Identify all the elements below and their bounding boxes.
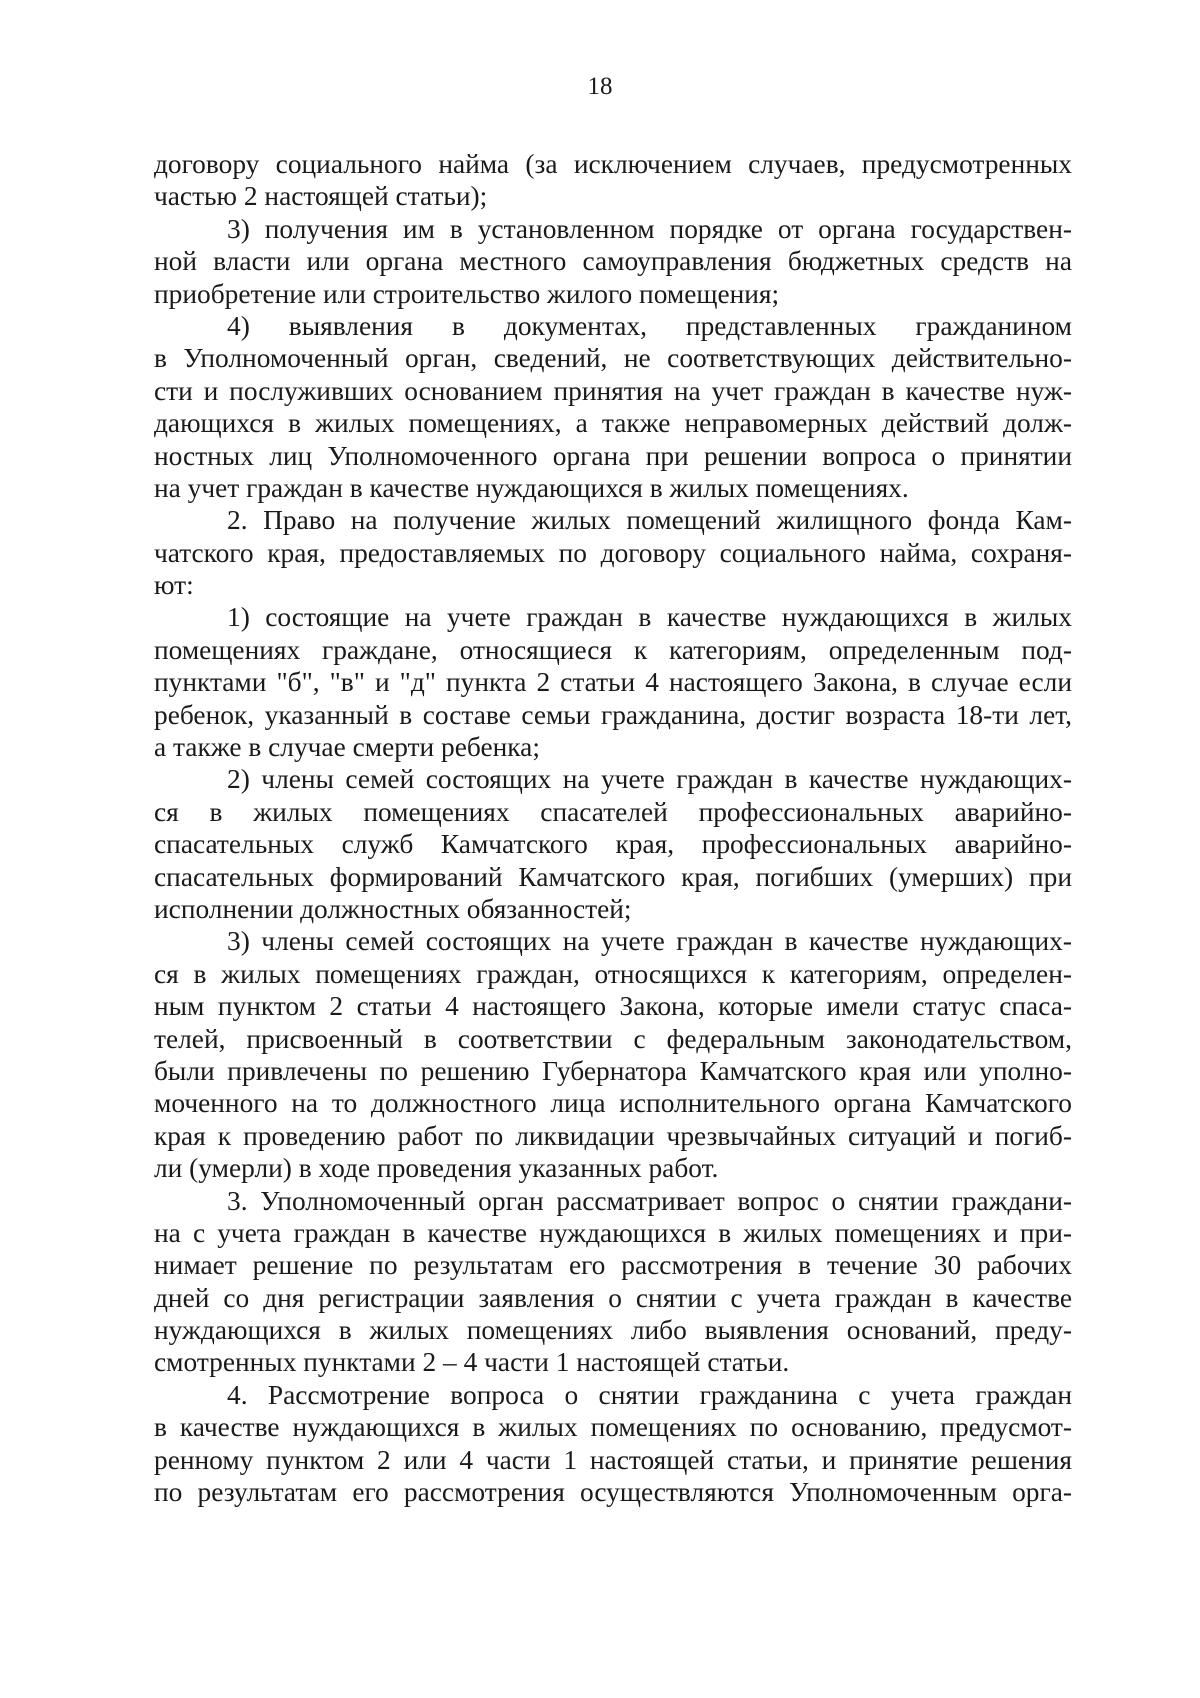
text-line: ся в жилых помещениях граждан, относящихся к категориям, определен- (154, 958, 1072, 989)
text-line: на учет граждан в качестве нуждающихся в жилых помещениях. (154, 472, 909, 503)
text-line: ли (умерли) в ходе проведения указанных работ. (154, 1153, 719, 1184)
text-line: смотренных пунктами 2 – 4 части 1 настоящей статьи. (154, 1347, 790, 1378)
text-line: края к проведению работ по ликвидации чрезвычайных ситуаций и погиб- (154, 1120, 1072, 1151)
text-line: сти и послуживших основанием принятия на учет граждан в качестве нуж- (154, 375, 1072, 406)
text-line: исполнении должностных обязанностей; (154, 893, 632, 924)
text-line: частью 2 настоящей статьи); (154, 181, 488, 212)
text-line: 2. Право на получение жилых помещений жилищного фонда Кам- (227, 505, 1072, 536)
text-line: нимает решение по результатам его рассмотрения в течение 30 рабочих (154, 1250, 1072, 1281)
page-number: 18 (587, 73, 613, 100)
text-line: нуждающихся в жилых помещениях либо выявления оснований, преду- (154, 1315, 1072, 1346)
document-body (154, 148, 1072, 1508)
text-line: ной власти или органа местного самоуправления бюджетных средств на (154, 246, 1072, 277)
text-line: были привлечены по решению Губернатора Камчатского края или уполно- (154, 1055, 1072, 1086)
text-line: спасательных формирований Камчатского края, погибших (умерших) при (154, 861, 1072, 892)
text-line: помещениях граждане, относящиеся к категориям, определенным под- (154, 634, 1072, 665)
text-line: 3) получения им в установленном порядке от органа государствен- (227, 213, 1072, 244)
text-line: в качестве нуждающихся в жилых помещениях по основанию, предусмот- (154, 1412, 1072, 1443)
text-line: моченного на то должностного лица исполнительного органа Камчатского (154, 1088, 1072, 1119)
text-line: ся в жилых помещениях спасателей профессиональных аварийно- (154, 796, 1072, 827)
text-line: приобретение или строительство жилого помещения; (154, 278, 780, 309)
text-line: а также в случае смерти ребенка; (154, 732, 540, 763)
text-line: 1) состоящие на учете граждан в качестве нуждающихся в жилых (227, 602, 1072, 633)
text-line: 4) выявления в документах, представленных гражданином (227, 310, 1072, 341)
text-line: 2) члены семей состоящих на учете граждан в качестве нуждающих- (227, 764, 1072, 795)
text-line: ным пунктом 2 статьи 4 настоящего Закона, которые имели статус спаса- (154, 991, 1072, 1022)
text-line: телей, присвоенный в соответствии с федеральным законодательством, (154, 1023, 1072, 1054)
text-line: по результатам его рассмотрения осуществляются Уполномоченным орга- (154, 1477, 1072, 1508)
text-line: пунктами "б", "в" и "д" пункта 2 статьи 4 настоящего Закона, в случае если (154, 667, 1072, 698)
text-line: 3) члены семей состоящих на учете граждан в качестве нуждающих- (227, 926, 1072, 957)
text-line: дающихся в жилых помещениях, а также неправомерных действий долж- (154, 408, 1072, 439)
text-line: спасательных служб Камчатского края, профессиональных аварийно- (154, 829, 1072, 860)
text-line: 3. Уполномоченный орган рассматривает вопрос о снятии граждани- (227, 1185, 1072, 1216)
text-line: ностных лиц Уполномоченного органа при решении вопроса о принятии (154, 440, 1072, 471)
text-line: чатского края, предоставляемых по договору социального найма, сохраня- (154, 537, 1072, 568)
text-line: договору социального найма (за исключением случаев, предусмотренных (154, 149, 1072, 179)
text-line: в Уполномоченный орган, сведений, не соответствующих действительно- (154, 343, 1072, 374)
text-line: 4. Рассмотрение вопроса о снятии гражданина с учета граждан (227, 1379, 1072, 1410)
text-line: дней со дня регистрации заявления о снятии с учета граждан в качестве (154, 1282, 1072, 1313)
text-line: на с учета граждан в качестве нуждающихся в жилых помещениях и при- (154, 1217, 1072, 1248)
text-line: ренному пунктом 2 или 4 части 1 настоящей статьи, и принятие решения (154, 1444, 1072, 1475)
text-line: ребенок, указанный в составе семьи гражданина, достиг возраста 18-ти лет, (154, 699, 1072, 730)
text-line: ют: (154, 570, 194, 601)
